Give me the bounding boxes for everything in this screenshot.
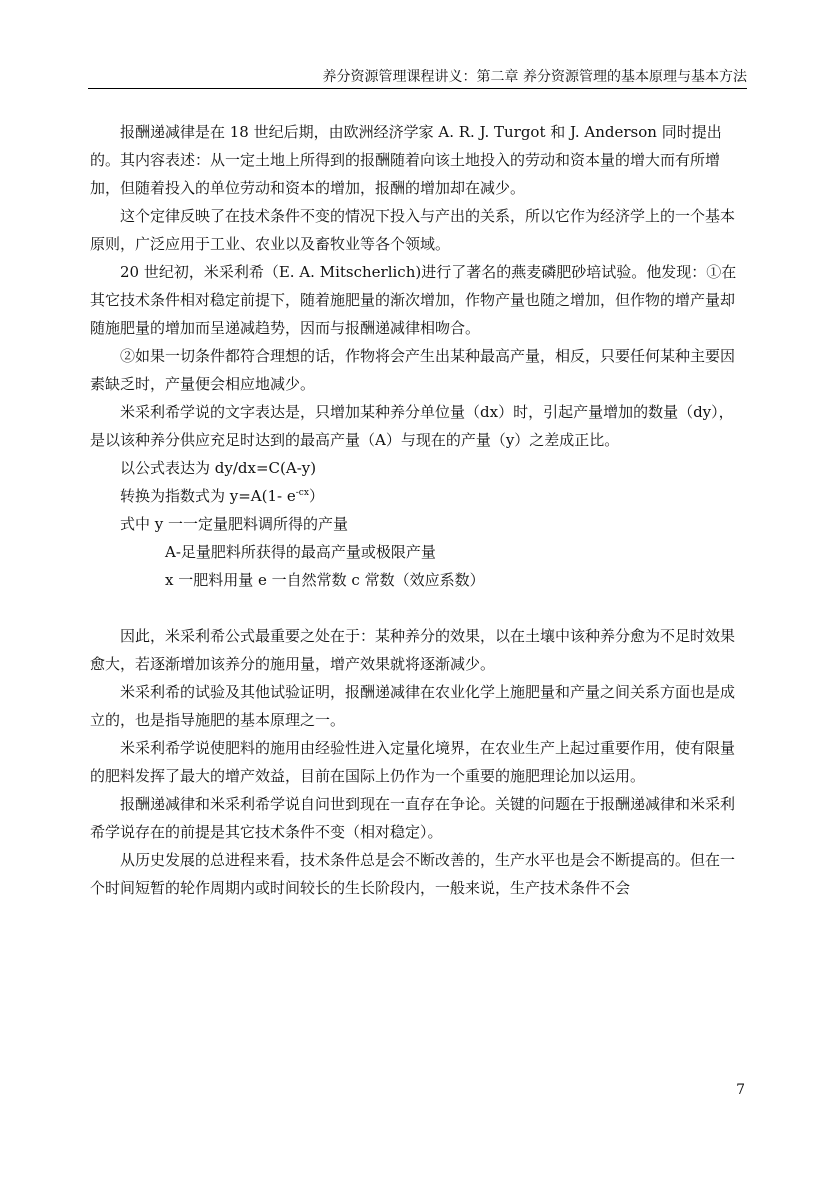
formula-exponential [90, 482, 745, 510]
paragraph-theory-statement: 米采利希学说的文字表达是，只增加某种养分单位量（dx）时，引起产量增加的数量（dy），是以该种养分供应充足时达到的最高产量（A）与现在的产量（y）之差成正比。 [90, 403, 734, 449]
paragraph-mitscherlich-experiment: 20 世纪初，米采利希（E. A. Mitscherlich)进行了著名的燕麦磷肥砂培试验。他发现：①在其它技术条件相对稳定前提下，随着施肥量的渐次增加，作物产量也随之增加，但作物的增产量却随施肥量的增加而呈递减趋势，因而与报酬递减律相吻合。 [90, 263, 737, 337]
formula-exponent: -cx [295, 488, 309, 498]
paragraph-controversy: 报酬递减律和米采利希学说自问世到现在一直存在争论。关键的问题在于报酬递减律和米采利希学说存在的前提是其它技术条件不变（相对稳定）。 [90, 795, 736, 841]
formula-variable-y: 式中 y 一一定量肥料调所得的产量 [120, 515, 349, 533]
paragraph-theory-application: 米采利希学说使肥料的施用由经验性进入定量化境界，在农业生产上起过重要作用，使有限量的肥料发挥了最大的增产效益，目前在国际上仍作为一个重要的施肥理论加以运用。 [90, 739, 736, 785]
paragraph-law-meaning: 这个定律反映了在技术条件不变的情况下投入与产出的关系，所以它作为经济学上的一个基本原则，广泛应用于工业、农业以及畜牧业等各个领域。 [90, 207, 736, 253]
paragraph-experiment-proof: 米采利希的试验及其他试验证明，报酬递减律在农业化学上施肥量和产量之间关系方面也是成立的，也是指导施肥的基本原理之一。 [90, 683, 736, 729]
paragraph-ideal-conditions: ②如果一切条件都符合理想的话，作物将会产生出某种最高产量，相反，只要任何某种主要因素缺乏时，产量便会相应地减少。 [90, 347, 736, 393]
formula-exponential-close: ） [308, 487, 324, 505]
blank-line [90, 594, 745, 622]
paragraph-formula-significance: 因此，米采利希公式最重要之处在于：某种养分的效果，以在土壤中该种养分愈为不足时效果愈大，若逐渐增加该养分的施用量，增产效果就将逐渐减少。 [90, 627, 736, 673]
formula-variables-x-e-c: x 一肥料用量 e 一自然常数 c 常数（效应系数） [165, 571, 485, 589]
formula-variable-a: A-足量肥料所获得的最高产量或极限产量 [165, 543, 436, 561]
running-header [88, 66, 747, 89]
formula-differential: 以公式表达为 dy/dx=C(A-y) [120, 459, 317, 477]
document-body [90, 118, 745, 902]
header-title: 养分资源管理课程讲义：第二章 养分资源管理的基本原理与基本方法 [322, 69, 747, 85]
formula-exponential-base: 转换为指数式为 y=A(1- e [120, 487, 296, 505]
paragraph-historical-view: 从历史发展的总进程来看，技术条件总是会不断改善的，生产水平也是会不断提高的。但在一个时间短暂的轮作周期内或时间较长的生长阶段内，一般来说，生产技术条件不会 [90, 851, 736, 897]
page-number: 7 [736, 1082, 745, 1098]
paragraph-law-definition: 报酬递减律是在 18 世纪后期，由欧洲经济学家 A. R. J. Turgot 和 J. Anderson 同时提出的。其内容表述：从一定土地上所得到的报酬随着向该土地投入的劳动和资本量的增大而有所增加，但随着投入的单位劳动和资本的增加，报酬的增加却在减少。 [90, 123, 722, 197]
